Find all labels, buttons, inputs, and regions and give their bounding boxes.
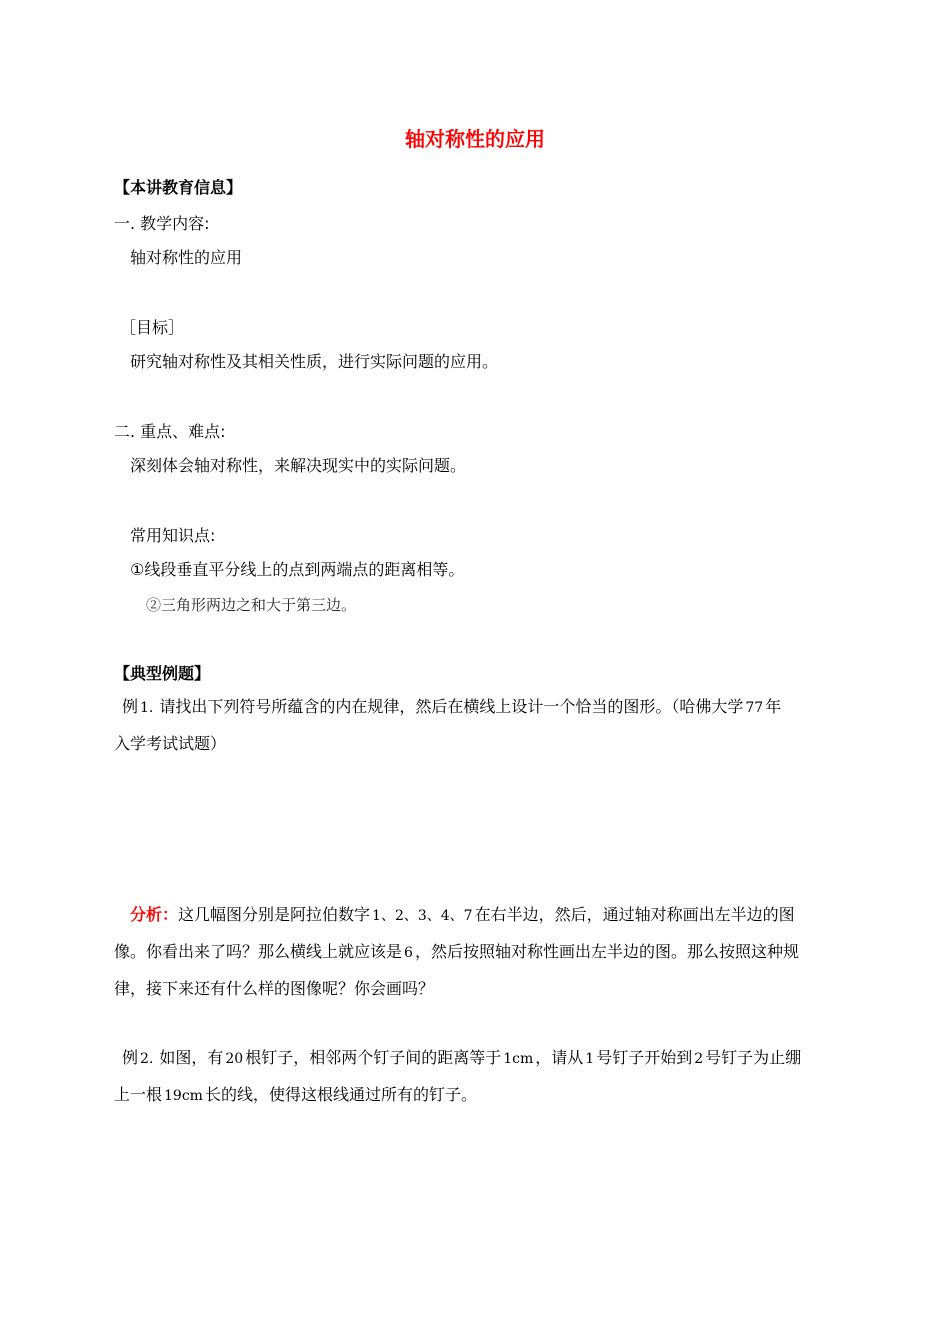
key-label: 二. 重点、难点: — [114, 422, 226, 441]
example-2-line1-c: ，请从 — [535, 1048, 584, 1067]
knowledge-item-2: ②三角形两边之和大于第三边。 — [146, 596, 357, 614]
example-1 — [114, 689, 840, 762]
knowledge-label: 常用知识点: — [130, 526, 216, 545]
example-2-prefix: 例 — [122, 1048, 139, 1067]
example-1-text-a: 请找出下列符号所蕴含的内在规律，然后在横线上设计一个恰当的图形。（哈佛大学 — [159, 697, 744, 716]
example-1-number: 1. — [140, 700, 154, 716]
analysis-paragraph — [114, 897, 840, 1007]
example-2-line1-a: 如图，有 — [159, 1048, 224, 1067]
page-title: 轴对称性的应用 — [405, 127, 545, 151]
example-1-text-b: 年 — [765, 697, 782, 716]
key-text: 深刻体会轴对称性，来解决现实中的实际问题。 — [130, 456, 467, 475]
knowledge-item-1: ①线段垂直平分线上的点到两端点的距离相等。 — [130, 560, 465, 579]
analysis-label: 分析： — [130, 905, 179, 924]
section-heading-info: 【本讲教育信息】 — [114, 178, 243, 197]
example-2-number: 2. — [140, 1051, 154, 1067]
example-2-distance: 1cm — [503, 1051, 534, 1067]
example-2-to: 2 — [694, 1051, 704, 1067]
content-text: 轴对称性的应用 — [130, 248, 243, 267]
example-2-line1-b: 根钉子，相邻两个钉子间的距离等于 — [245, 1048, 502, 1067]
example-1-prefix: 例 — [122, 697, 139, 716]
content-label: 一. 教学内容: — [114, 214, 210, 233]
analysis-line2-a: 像。你看出来了吗？那么横线上就应该是 — [114, 942, 403, 961]
section-heading-examples: 【典型例题】 — [114, 664, 211, 683]
analysis-line1-a: 这几幅图分别是阿拉伯数字 — [178, 905, 371, 924]
example-1-text-c: 入学考试试题） — [114, 734, 227, 753]
example-2 — [114, 1040, 840, 1114]
analysis-number-6: 6 — [404, 945, 413, 961]
analysis-numbers: 1、2、3、4、7 — [372, 908, 473, 924]
example-2-count: 20 — [225, 1051, 244, 1067]
example-1-year: 77 — [745, 700, 764, 716]
example-2-length: 19cm — [164, 1088, 203, 1104]
example-2-line1-d: 号钉子开始到 — [596, 1048, 693, 1067]
example-2-line2-b: 长的线，使得这根线通过所有的钉子。 — [204, 1085, 477, 1104]
analysis-line2-b: ，然后按照轴对称性画出左半边的图。那么按照这种规 — [414, 942, 799, 961]
goal-label: ［目标］ — [120, 318, 185, 337]
example-2-line1-e: 号钉子为止绷 — [705, 1048, 802, 1067]
analysis-line1-b: 在右半边，然后，通过轴对称画出左半边的图 — [474, 905, 795, 924]
goal-text: 研究轴对称性及其相关性质，进行实际问题的应用。 — [130, 352, 499, 371]
example-2-line2-a: 上一根 — [114, 1085, 163, 1104]
example-2-from: 1 — [585, 1051, 595, 1067]
analysis-line3: 律，接下来还有什么样的图像呢？你会画吗？ — [114, 979, 435, 998]
